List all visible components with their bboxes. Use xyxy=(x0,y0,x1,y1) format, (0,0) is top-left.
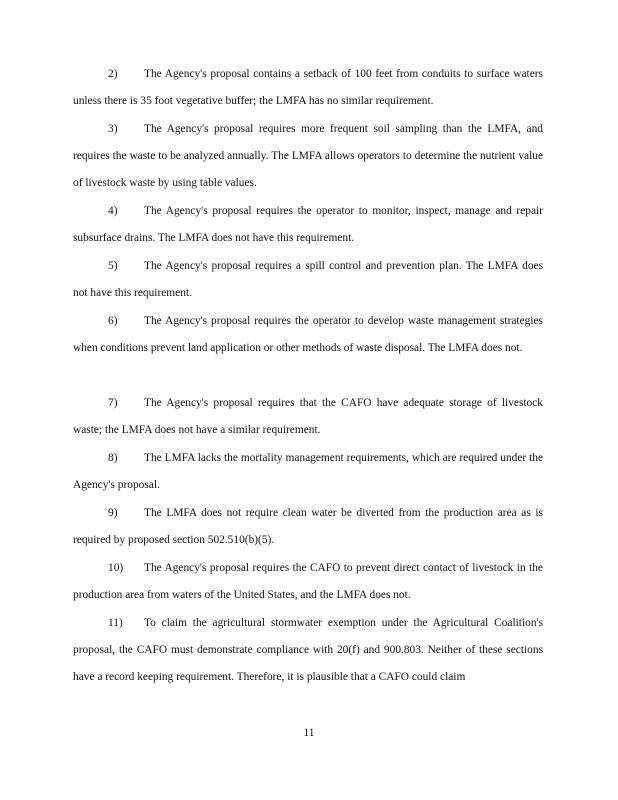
paragraph-text: The Agency's proposal contains a setback of 100 feet from conduits to surface waters unless there is 35 foot vegetative buffer; the LMFA has no similar requirement. xyxy=(73,68,543,108)
paragraph-7 xyxy=(73,390,543,444)
paragraph-8 xyxy=(73,445,543,499)
paragraph-number: 9) xyxy=(108,507,118,519)
paragraph-text: The Agency's proposal requires that the CAFO have adequate storage of livestock waste; the LMFA does not have a similar requirement. xyxy=(73,397,543,437)
page-number: 11 xyxy=(303,727,315,739)
paragraph-text: To claim the agricultural stormwater exemption under the Agricultural Coalition's proposal, the CAFO must demonstrate compliance with 20(f) and 900.803. Neither of these sections have a record keeping requirement. Therefore, it is plausible that a CAFO could claim xyxy=(73,617,543,684)
paragraph-3 xyxy=(73,116,543,198)
paragraph-text: The Agency's proposal requires more frequent soil sampling than the LMFA, and requires the waste to be analyzed annually. The LMFA allows operators to determine the nutrient value of livestock waste by using table values. xyxy=(73,123,543,190)
paragraph-5 xyxy=(73,253,543,307)
paragraph-number: 4) xyxy=(108,205,118,217)
paragraph-10 xyxy=(73,555,543,609)
paragraph-2 xyxy=(73,61,543,115)
paragraph-11 xyxy=(73,610,543,692)
paragraph-number: 10) xyxy=(108,562,124,574)
paragraph-number: 7) xyxy=(108,397,118,409)
paragraph-text: The Agency's proposal requires a spill control and prevention plan. The LMFA does not have this requirement. xyxy=(73,260,543,300)
paragraph-number: 3) xyxy=(108,123,118,135)
paragraph-number: 8) xyxy=(108,452,118,464)
paragraph-text: The Agency's proposal requires the CAFO to prevent direct contact of livestock in the production area from waters of the United States, and the LMFA does not. xyxy=(73,562,543,602)
paragraph-text: The LMFA lacks the mortality management requirements, which are required under the Agency's proposal. xyxy=(73,452,543,492)
paragraph-number: 11) xyxy=(108,617,123,629)
paragraph-number: 5) xyxy=(108,260,118,272)
paragraph-text: The Agency's proposal requires the operator to develop waste management strategies when conditions prevent land application or other methods of waste disposal. The LMFA does not. xyxy=(73,315,543,355)
paragraph-9 xyxy=(73,500,543,554)
paragraph-6 xyxy=(73,308,543,362)
paragraph-number: 2) xyxy=(108,68,118,80)
paragraph-text: The LMFA does not require clean water be diverted from the production area as is required by proposed section 502.510(b)(5). xyxy=(73,507,543,547)
paragraph-number: 6) xyxy=(108,315,118,327)
paragraph-4 xyxy=(73,198,543,252)
paragraph-text: The Agency's proposal requires the operator to monitor, inspect, manage and repair subsurface drains. The LMFA does not have this requirement. xyxy=(73,205,543,245)
